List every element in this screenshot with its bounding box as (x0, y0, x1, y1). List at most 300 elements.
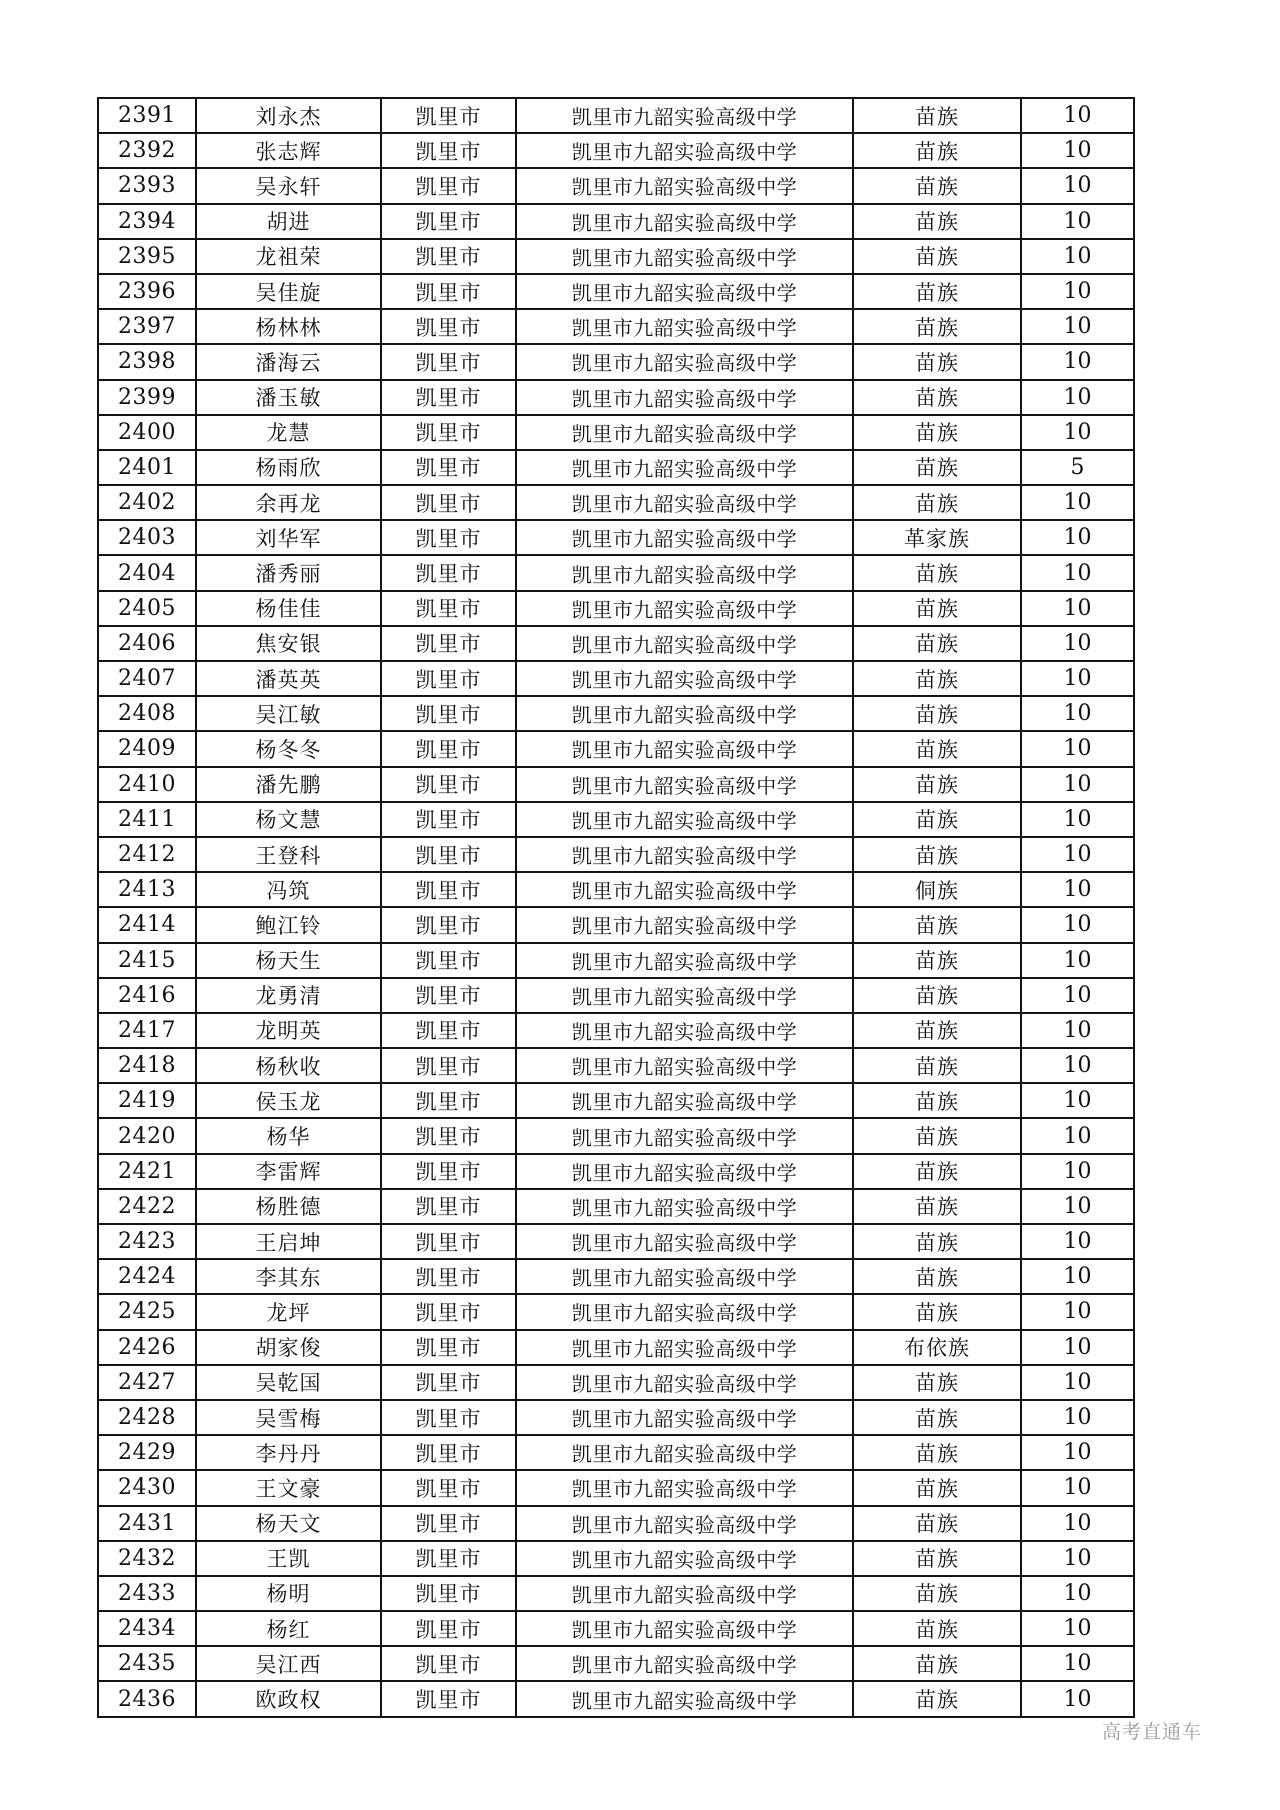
cell-name: 吴江西 (196, 1646, 381, 1681)
cell-score: 10 (1021, 591, 1134, 626)
table-row (98, 1435, 1134, 1470)
cell-city: 凯里市 (381, 626, 516, 661)
cell-score: 10 (1021, 1506, 1134, 1541)
cell-ethnicity: 苗族 (853, 767, 1021, 802)
roster-table-body (98, 98, 1134, 1717)
table-row (98, 1330, 1134, 1365)
cell-score: 10 (1021, 1470, 1134, 1505)
cell-name: 王启坤 (196, 1224, 381, 1259)
table-row (98, 1294, 1134, 1329)
cell-school: 凯里市九韶实验高级中学 (516, 943, 853, 978)
cell-city: 凯里市 (381, 344, 516, 379)
cell-name: 潘先鹏 (196, 767, 381, 802)
cell-city: 凯里市 (381, 1470, 516, 1505)
cell-city: 凯里市 (381, 1646, 516, 1681)
cell-city: 凯里市 (381, 1435, 516, 1470)
cell-school: 凯里市九韶实验高级中学 (516, 98, 853, 133)
cell-school: 凯里市九韶实验高级中学 (516, 450, 853, 485)
table-row (98, 204, 1134, 239)
cell-score: 10 (1021, 1400, 1134, 1435)
cell-sequence: 2400 (98, 415, 196, 450)
cell-sequence: 2415 (98, 943, 196, 978)
table-row (98, 520, 1134, 555)
cell-school: 凯里市九韶实验高级中学 (516, 1435, 853, 1470)
table-row (98, 802, 1134, 837)
cell-score: 10 (1021, 1576, 1134, 1611)
cell-school: 凯里市九韶实验高级中学 (516, 239, 853, 274)
cell-sequence: 2410 (98, 767, 196, 802)
cell-ethnicity: 苗族 (853, 1470, 1021, 1505)
table-row (98, 450, 1134, 485)
cell-ethnicity: 苗族 (853, 274, 1021, 309)
cell-ethnicity: 苗族 (853, 1154, 1021, 1189)
cell-ethnicity: 苗族 (853, 1118, 1021, 1153)
cell-score: 10 (1021, 1541, 1134, 1576)
cell-name: 杨冬冬 (196, 731, 381, 766)
cell-school: 凯里市九韶实验高级中学 (516, 274, 853, 309)
table-row (98, 767, 1134, 802)
cell-school: 凯里市九韶实验高级中学 (516, 1259, 853, 1294)
cell-ethnicity: 苗族 (853, 204, 1021, 239)
cell-school: 凯里市九韶实验高级中学 (516, 1154, 853, 1189)
cell-school: 凯里市九韶实验高级中学 (516, 1013, 853, 1048)
cell-sequence: 2416 (98, 978, 196, 1013)
cell-score: 10 (1021, 872, 1134, 907)
cell-name: 杨雨欣 (196, 450, 381, 485)
cell-school: 凯里市九韶实验高级中学 (516, 133, 853, 168)
cell-score: 10 (1021, 1083, 1134, 1118)
cell-school: 凯里市九韶实验高级中学 (516, 591, 853, 626)
table-row (98, 907, 1134, 942)
cell-ethnicity: 苗族 (853, 1013, 1021, 1048)
cell-school: 凯里市九韶实验高级中学 (516, 1224, 853, 1259)
cell-city: 凯里市 (381, 1048, 516, 1083)
cell-ethnicity: 苗族 (853, 98, 1021, 133)
cell-score: 10 (1021, 239, 1134, 274)
cell-sequence: 2401 (98, 450, 196, 485)
cell-ethnicity: 苗族 (853, 696, 1021, 731)
cell-name: 杨秋收 (196, 1048, 381, 1083)
table-row (98, 1470, 1134, 1505)
cell-ethnicity: 苗族 (853, 1083, 1021, 1118)
cell-city: 凯里市 (381, 555, 516, 590)
table-row (98, 1541, 1134, 1576)
cell-school: 凯里市九韶实验高级中学 (516, 1506, 853, 1541)
table-row (98, 661, 1134, 696)
cell-name: 潘英英 (196, 661, 381, 696)
cell-school: 凯里市九韶实验高级中学 (516, 626, 853, 661)
cell-sequence: 2426 (98, 1330, 196, 1365)
cell-school: 凯里市九韶实验高级中学 (516, 767, 853, 802)
cell-score: 10 (1021, 1435, 1134, 1470)
table-row (98, 1400, 1134, 1435)
cell-name: 杨明 (196, 1576, 381, 1611)
cell-school: 凯里市九韶实验高级中学 (516, 837, 853, 872)
cell-school: 凯里市九韶实验高级中学 (516, 1470, 853, 1505)
cell-score: 10 (1021, 837, 1134, 872)
cell-score: 10 (1021, 415, 1134, 450)
cell-sequence: 2411 (98, 802, 196, 837)
cell-name: 杨林林 (196, 309, 381, 344)
cell-ethnicity: 苗族 (853, 555, 1021, 590)
cell-name: 吴佳旋 (196, 274, 381, 309)
cell-city: 凯里市 (381, 415, 516, 450)
cell-school: 凯里市九韶实验高级中学 (516, 485, 853, 520)
cell-score: 10 (1021, 344, 1134, 379)
cell-ethnicity: 布依族 (853, 1330, 1021, 1365)
table-row (98, 943, 1134, 978)
cell-ethnicity: 苗族 (853, 626, 1021, 661)
cell-school: 凯里市九韶实验高级中学 (516, 309, 853, 344)
cell-sequence: 2409 (98, 731, 196, 766)
cell-name: 李丹丹 (196, 1435, 381, 1470)
cell-sequence: 2431 (98, 1506, 196, 1541)
cell-sequence: 2420 (98, 1118, 196, 1153)
cell-sequence: 2421 (98, 1154, 196, 1189)
table-row (98, 485, 1134, 520)
cell-score: 10 (1021, 907, 1134, 942)
cell-score: 10 (1021, 1330, 1134, 1365)
cell-ethnicity: 苗族 (853, 661, 1021, 696)
cell-score: 10 (1021, 520, 1134, 555)
cell-ethnicity: 苗族 (853, 731, 1021, 766)
cell-score: 10 (1021, 98, 1134, 133)
table-row (98, 1365, 1134, 1400)
table-row (98, 1576, 1134, 1611)
cell-sequence: 2413 (98, 872, 196, 907)
cell-city: 凯里市 (381, 802, 516, 837)
cell-city: 凯里市 (381, 872, 516, 907)
table-row (98, 1118, 1134, 1153)
cell-score: 10 (1021, 696, 1134, 731)
cell-sequence: 2424 (98, 1259, 196, 1294)
cell-city: 凯里市 (381, 309, 516, 344)
cell-name: 杨文慧 (196, 802, 381, 837)
cell-score: 10 (1021, 943, 1134, 978)
cell-score: 10 (1021, 274, 1134, 309)
cell-score: 10 (1021, 380, 1134, 415)
cell-sequence: 2402 (98, 485, 196, 520)
cell-name: 刘华军 (196, 520, 381, 555)
table-row (98, 309, 1134, 344)
cell-name: 杨佳佳 (196, 591, 381, 626)
cell-city: 凯里市 (381, 1294, 516, 1329)
cell-sequence: 2397 (98, 309, 196, 344)
cell-school: 凯里市九韶实验高级中学 (516, 1576, 853, 1611)
cell-ethnicity: 苗族 (853, 344, 1021, 379)
cell-score: 10 (1021, 1259, 1134, 1294)
cell-sequence: 2432 (98, 1541, 196, 1576)
table-row (98, 239, 1134, 274)
cell-city: 凯里市 (381, 696, 516, 731)
cell-score: 10 (1021, 168, 1134, 203)
cell-school: 凯里市九韶实验高级中学 (516, 1611, 853, 1646)
cell-score: 10 (1021, 802, 1134, 837)
cell-school: 凯里市九韶实验高级中学 (516, 380, 853, 415)
table-row (98, 626, 1134, 661)
cell-sequence: 2408 (98, 696, 196, 731)
table-row (98, 133, 1134, 168)
cell-score: 10 (1021, 133, 1134, 168)
cell-name: 吴乾国 (196, 1365, 381, 1400)
cell-ethnicity: 苗族 (853, 1611, 1021, 1646)
cell-score: 10 (1021, 978, 1134, 1013)
cell-score: 10 (1021, 1294, 1134, 1329)
cell-sequence: 2405 (98, 591, 196, 626)
cell-ethnicity: 苗族 (853, 168, 1021, 203)
cell-city: 凯里市 (381, 943, 516, 978)
cell-ethnicity: 侗族 (853, 872, 1021, 907)
cell-ethnicity: 苗族 (853, 802, 1021, 837)
cell-sequence: 2399 (98, 380, 196, 415)
cell-name: 龙明英 (196, 1013, 381, 1048)
cell-name: 王登科 (196, 837, 381, 872)
cell-city: 凯里市 (381, 274, 516, 309)
cell-city: 凯里市 (381, 1681, 516, 1716)
table-row (98, 872, 1134, 907)
cell-city: 凯里市 (381, 1506, 516, 1541)
cell-ethnicity: 苗族 (853, 1435, 1021, 1470)
table-row (98, 415, 1134, 450)
roster-table-container (97, 97, 1133, 1718)
cell-name: 吴雪梅 (196, 1400, 381, 1435)
cell-school: 凯里市九韶实验高级中学 (516, 661, 853, 696)
table-row (98, 1646, 1134, 1681)
cell-name: 李雷辉 (196, 1154, 381, 1189)
cell-school: 凯里市九韶实验高级中学 (516, 1294, 853, 1329)
cell-score: 10 (1021, 485, 1134, 520)
cell-sequence: 2418 (98, 1048, 196, 1083)
cell-school: 凯里市九韶实验高级中学 (516, 802, 853, 837)
cell-score: 10 (1021, 555, 1134, 590)
cell-ethnicity: 苗族 (853, 1541, 1021, 1576)
cell-city: 凯里市 (381, 1154, 516, 1189)
cell-ethnicity: 苗族 (853, 380, 1021, 415)
cell-school: 凯里市九韶实验高级中学 (516, 1681, 853, 1716)
table-row (98, 731, 1134, 766)
cell-name: 刘永杰 (196, 98, 381, 133)
cell-city: 凯里市 (381, 731, 516, 766)
cell-score: 10 (1021, 731, 1134, 766)
cell-sequence: 2407 (98, 661, 196, 696)
cell-city: 凯里市 (381, 837, 516, 872)
table-row (98, 1681, 1134, 1716)
cell-ethnicity: 苗族 (853, 1189, 1021, 1224)
cell-name: 吴江敏 (196, 696, 381, 731)
cell-name: 胡家俊 (196, 1330, 381, 1365)
cell-sequence: 2428 (98, 1400, 196, 1435)
cell-ethnicity: 苗族 (853, 1048, 1021, 1083)
cell-name: 龙坪 (196, 1294, 381, 1329)
cell-city: 凯里市 (381, 485, 516, 520)
table-row (98, 1083, 1134, 1118)
cell-ethnicity: 苗族 (853, 1681, 1021, 1716)
cell-name: 欧政权 (196, 1681, 381, 1716)
cell-city: 凯里市 (381, 1330, 516, 1365)
cell-name: 杨天文 (196, 1506, 381, 1541)
cell-sequence: 2417 (98, 1013, 196, 1048)
cell-ethnicity: 苗族 (853, 1506, 1021, 1541)
cell-sequence: 2423 (98, 1224, 196, 1259)
cell-ethnicity: 苗族 (853, 591, 1021, 626)
cell-name: 龙勇清 (196, 978, 381, 1013)
cell-name: 胡进 (196, 204, 381, 239)
cell-city: 凯里市 (381, 661, 516, 696)
cell-sequence: 2393 (98, 168, 196, 203)
cell-city: 凯里市 (381, 1259, 516, 1294)
cell-city: 凯里市 (381, 1224, 516, 1259)
table-row (98, 1048, 1134, 1083)
table-row (98, 1506, 1134, 1541)
cell-name: 杨华 (196, 1118, 381, 1153)
cell-name: 潘海云 (196, 344, 381, 379)
cell-school: 凯里市九韶实验高级中学 (516, 168, 853, 203)
table-row (98, 1154, 1134, 1189)
cell-score: 10 (1021, 767, 1134, 802)
cell-ethnicity: 苗族 (853, 239, 1021, 274)
cell-sequence: 2427 (98, 1365, 196, 1400)
cell-name: 李其东 (196, 1259, 381, 1294)
cell-score: 10 (1021, 1118, 1134, 1153)
table-row (98, 1259, 1134, 1294)
cell-sequence: 2422 (98, 1189, 196, 1224)
table-row (98, 696, 1134, 731)
cell-city: 凯里市 (381, 520, 516, 555)
cell-sequence: 2412 (98, 837, 196, 872)
cell-school: 凯里市九韶实验高级中学 (516, 978, 853, 1013)
cell-school: 凯里市九韶实验高级中学 (516, 1330, 853, 1365)
cell-school: 凯里市九韶实验高级中学 (516, 696, 853, 731)
table-row (98, 274, 1134, 309)
cell-city: 凯里市 (381, 1118, 516, 1153)
cell-sequence: 2425 (98, 1294, 196, 1329)
cell-score: 10 (1021, 309, 1134, 344)
cell-ethnicity: 苗族 (853, 485, 1021, 520)
table-row (98, 837, 1134, 872)
table-row (98, 978, 1134, 1013)
cell-city: 凯里市 (381, 767, 516, 802)
cell-ethnicity: 苗族 (853, 309, 1021, 344)
cell-ethnicity: 苗族 (853, 1365, 1021, 1400)
cell-school: 凯里市九韶实验高级中学 (516, 731, 853, 766)
cell-school: 凯里市九韶实验高级中学 (516, 1189, 853, 1224)
table-row (98, 1611, 1134, 1646)
cell-name: 潘玉敏 (196, 380, 381, 415)
cell-school: 凯里市九韶实验高级中学 (516, 204, 853, 239)
cell-score: 10 (1021, 1365, 1134, 1400)
cell-score: 10 (1021, 626, 1134, 661)
cell-city: 凯里市 (381, 1365, 516, 1400)
cell-score: 5 (1021, 450, 1134, 485)
cell-school: 凯里市九韶实验高级中学 (516, 1083, 853, 1118)
cell-score: 10 (1021, 1611, 1134, 1646)
watermark-label: 高考直通车 (1101, 1721, 1202, 1743)
cell-city: 凯里市 (381, 591, 516, 626)
cell-name: 冯筑 (196, 872, 381, 907)
table-row (98, 1189, 1134, 1224)
cell-sequence: 2392 (98, 133, 196, 168)
cell-name: 张志辉 (196, 133, 381, 168)
cell-sequence: 2398 (98, 344, 196, 379)
cell-name: 余再龙 (196, 485, 381, 520)
cell-school: 凯里市九韶实验高级中学 (516, 415, 853, 450)
cell-sequence: 2434 (98, 1611, 196, 1646)
cell-score: 10 (1021, 661, 1134, 696)
cell-name: 吴永轩 (196, 168, 381, 203)
cell-city: 凯里市 (381, 1083, 516, 1118)
cell-school: 凯里市九韶实验高级中学 (516, 1646, 853, 1681)
cell-score: 10 (1021, 1224, 1134, 1259)
cell-school: 凯里市九韶实验高级中学 (516, 872, 853, 907)
cell-sequence: 2414 (98, 907, 196, 942)
cell-city: 凯里市 (381, 1611, 516, 1646)
cell-name: 杨胜德 (196, 1189, 381, 1224)
cell-city: 凯里市 (381, 1013, 516, 1048)
table-row (98, 98, 1134, 133)
cell-name: 潘秀丽 (196, 555, 381, 590)
cell-city: 凯里市 (381, 168, 516, 203)
cell-sequence: 2391 (98, 98, 196, 133)
cell-school: 凯里市九韶实验高级中学 (516, 1118, 853, 1153)
table-row (98, 380, 1134, 415)
cell-city: 凯里市 (381, 978, 516, 1013)
cell-city: 凯里市 (381, 380, 516, 415)
cell-city: 凯里市 (381, 907, 516, 942)
cell-sequence: 2403 (98, 520, 196, 555)
cell-school: 凯里市九韶实验高级中学 (516, 907, 853, 942)
cell-ethnicity: 苗族 (853, 1646, 1021, 1681)
cell-city: 凯里市 (381, 1400, 516, 1435)
cell-ethnicity: 苗族 (853, 450, 1021, 485)
cell-ethnicity: 苗族 (853, 943, 1021, 978)
cell-name: 王文豪 (196, 1470, 381, 1505)
cell-ethnicity: 苗族 (853, 907, 1021, 942)
cell-sequence: 2433 (98, 1576, 196, 1611)
cell-city: 凯里市 (381, 204, 516, 239)
table-row (98, 344, 1134, 379)
cell-score: 10 (1021, 1646, 1134, 1681)
cell-sequence: 2404 (98, 555, 196, 590)
cell-sequence: 2430 (98, 1470, 196, 1505)
cell-city: 凯里市 (381, 133, 516, 168)
table-row (98, 555, 1134, 590)
cell-city: 凯里市 (381, 1541, 516, 1576)
table-row (98, 1013, 1134, 1048)
cell-sequence: 2396 (98, 274, 196, 309)
table-row (98, 591, 1134, 626)
cell-city: 凯里市 (381, 1189, 516, 1224)
cell-school: 凯里市九韶实验高级中学 (516, 1541, 853, 1576)
cell-ethnicity: 苗族 (853, 1294, 1021, 1329)
cell-school: 凯里市九韶实验高级中学 (516, 555, 853, 590)
cell-sequence: 2395 (98, 239, 196, 274)
cell-name: 侯玉龙 (196, 1083, 381, 1118)
cell-name: 杨红 (196, 1611, 381, 1646)
cell-score: 10 (1021, 204, 1134, 239)
cell-name: 鲍江铃 (196, 907, 381, 942)
cell-ethnicity: 苗族 (853, 1400, 1021, 1435)
cell-school: 凯里市九韶实验高级中学 (516, 1400, 853, 1435)
cell-name: 龙祖荣 (196, 239, 381, 274)
cell-city: 凯里市 (381, 450, 516, 485)
cell-ethnicity: 苗族 (853, 1576, 1021, 1611)
cell-score: 10 (1021, 1681, 1134, 1716)
cell-sequence: 2394 (98, 204, 196, 239)
cell-ethnicity: 苗族 (853, 1259, 1021, 1294)
cell-ethnicity: 革家族 (853, 520, 1021, 555)
cell-score: 10 (1021, 1189, 1134, 1224)
cell-sequence: 2429 (98, 1435, 196, 1470)
